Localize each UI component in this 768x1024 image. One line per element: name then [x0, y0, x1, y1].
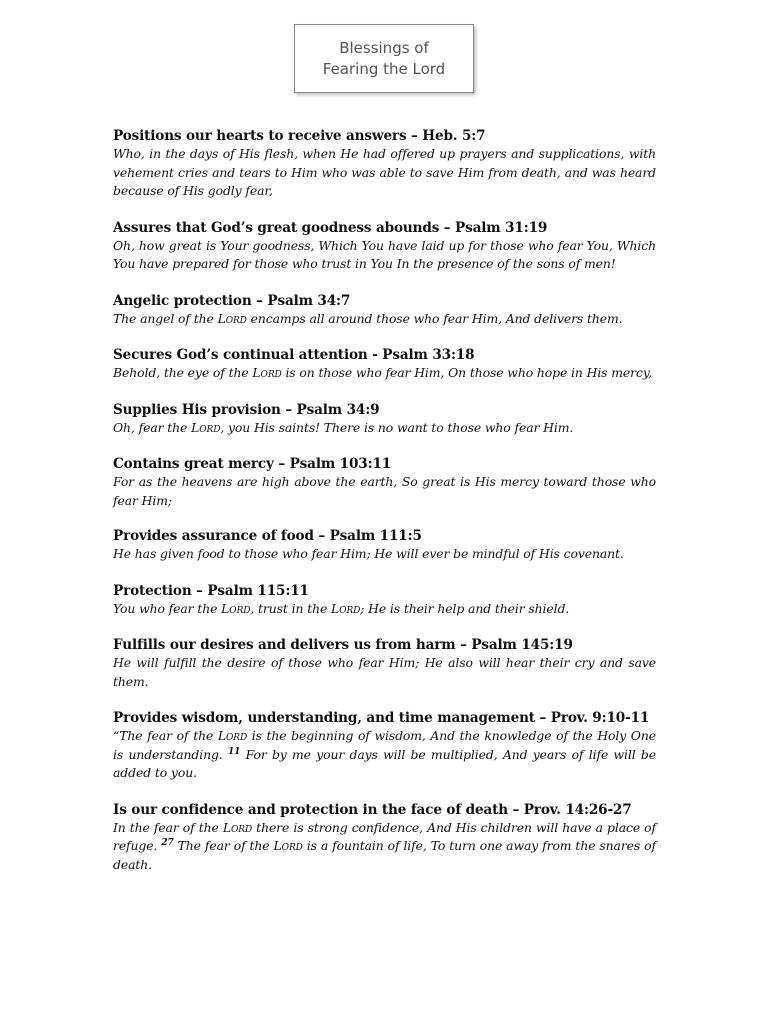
verse-text: You who fear the — [113, 600, 222, 616]
verse-text: encamps all around those who fear Him, And delivers them. — [246, 310, 623, 326]
verse-text: The fear of the — [173, 838, 274, 853]
divine-name: Lord — [191, 419, 221, 435]
entry-verse — [113, 145, 656, 201]
list-item — [113, 219, 656, 274]
list-item — [113, 582, 656, 619]
entry-verse — [113, 654, 656, 691]
list-item — [113, 801, 656, 875]
verse-text: is a fountain of life, To turn one away from the snares of death. — [113, 838, 656, 872]
entry-verse — [113, 364, 656, 383]
entry-heading: Contains great mercy – Psalm 103:11 — [113, 456, 392, 472]
list-item — [113, 292, 656, 329]
entry-heading: Secures God’s continual attention - Psalm 33:18 — [113, 347, 475, 363]
entry-verse — [113, 600, 656, 619]
verse-number: 27 — [161, 837, 174, 848]
list-item — [113, 709, 656, 783]
verse-text: ; He is their help and their shield. — [360, 600, 570, 616]
divine-name: Lord — [222, 819, 253, 835]
divine-name: Lord — [331, 600, 361, 616]
divine-name: Lord — [217, 728, 248, 743]
list-item — [113, 401, 656, 438]
verse-text: , you His saints! There is no want to those who fear Him. — [220, 419, 574, 435]
verse-text: there is strong confidence, And His children will have a place of refuge. — [113, 819, 657, 853]
list-item — [113, 455, 656, 510]
verse-text: For by me your days will be multiplied, And years of life will be added to you. — [113, 746, 656, 780]
entry-heading: Is our confidence and protection in the face of death – Prov. 14:26-27 — [113, 801, 632, 818]
verse-text: is the beginning of wisdom, And the knowledge of the Holy One is understanding. — [113, 728, 656, 762]
verse-text: In the fear of the — [113, 819, 223, 835]
entry-verse — [113, 310, 656, 329]
entry-heading: Assures that God’s great goodness abounds – Psalm 31:19 — [113, 219, 548, 236]
verse-text: The angel of the — [113, 310, 218, 326]
verse-text: , trust in the — [250, 600, 332, 616]
verse-text: Oh, how great is Your goodness, Which You have laid up for those who fear You, Which You have prepared for those who trust in You In the presence of the sons of men! — [113, 237, 656, 271]
entry-heading: Provides assurance of food – Psalm 111:5 — [113, 528, 422, 544]
entry-verse — [113, 545, 656, 564]
entry-heading: Supplies His provision – Psalm 34:9 — [113, 401, 380, 418]
page-title-box — [294, 24, 474, 93]
verse-text: For as the heavens are high above the earth, So great is His mercy toward those who fear Him; — [113, 474, 656, 508]
entry-heading: Provides wisdom, understanding, and time management – Prov. 9:10-11 — [113, 710, 650, 726]
list-item — [113, 346, 656, 383]
verse-number: 11 — [227, 746, 241, 757]
verse-text: is on those who fear Him, On those who hope in His mercy, — [281, 365, 652, 380]
verse-text: “The fear of the — [113, 728, 218, 743]
divine-name: Lord — [273, 838, 303, 853]
blessings-list — [113, 127, 656, 892]
entry-heading: Positions our hearts to receive answers – Heb. 5:7 — [113, 128, 486, 144]
divine-name: Lord — [221, 600, 251, 616]
entry-verse — [113, 419, 656, 438]
list-item — [113, 127, 656, 201]
entry-heading: Protection – Psalm 115:11 — [113, 582, 309, 599]
entry-heading: Fulfills our desires and delivers us from harm – Psalm 145:19 — [113, 637, 573, 653]
page-title: Blessings of Fearing the Lord — [322, 38, 446, 78]
divine-name: Lord — [217, 310, 247, 326]
entry-verse — [113, 473, 656, 510]
entry-heading: Angelic protection – Psalm 34:7 — [113, 292, 351, 309]
verse-text: He will fulfill the desire of those who fear Him; He also will hear their cry and save them. — [113, 655, 656, 689]
verse-text: Behold, the eye of the — [113, 365, 253, 380]
list-item — [113, 527, 656, 564]
entry-verse — [113, 819, 656, 875]
verse-text: Oh, fear the — [113, 419, 192, 435]
verse-text: He has given food to those who fear Him; He will ever be mindful of His covenant. — [113, 546, 624, 561]
entry-verse — [113, 727, 656, 783]
list-item — [113, 636, 656, 691]
divine-name: Lord — [252, 365, 282, 380]
entry-verse — [113, 237, 656, 274]
verse-text: Who, in the days of His flesh, when He had offered up prayers and supplications, with vehement cries and tears to Him who was able to save Him from death, and was heard because of His godly fear, — [113, 146, 656, 198]
